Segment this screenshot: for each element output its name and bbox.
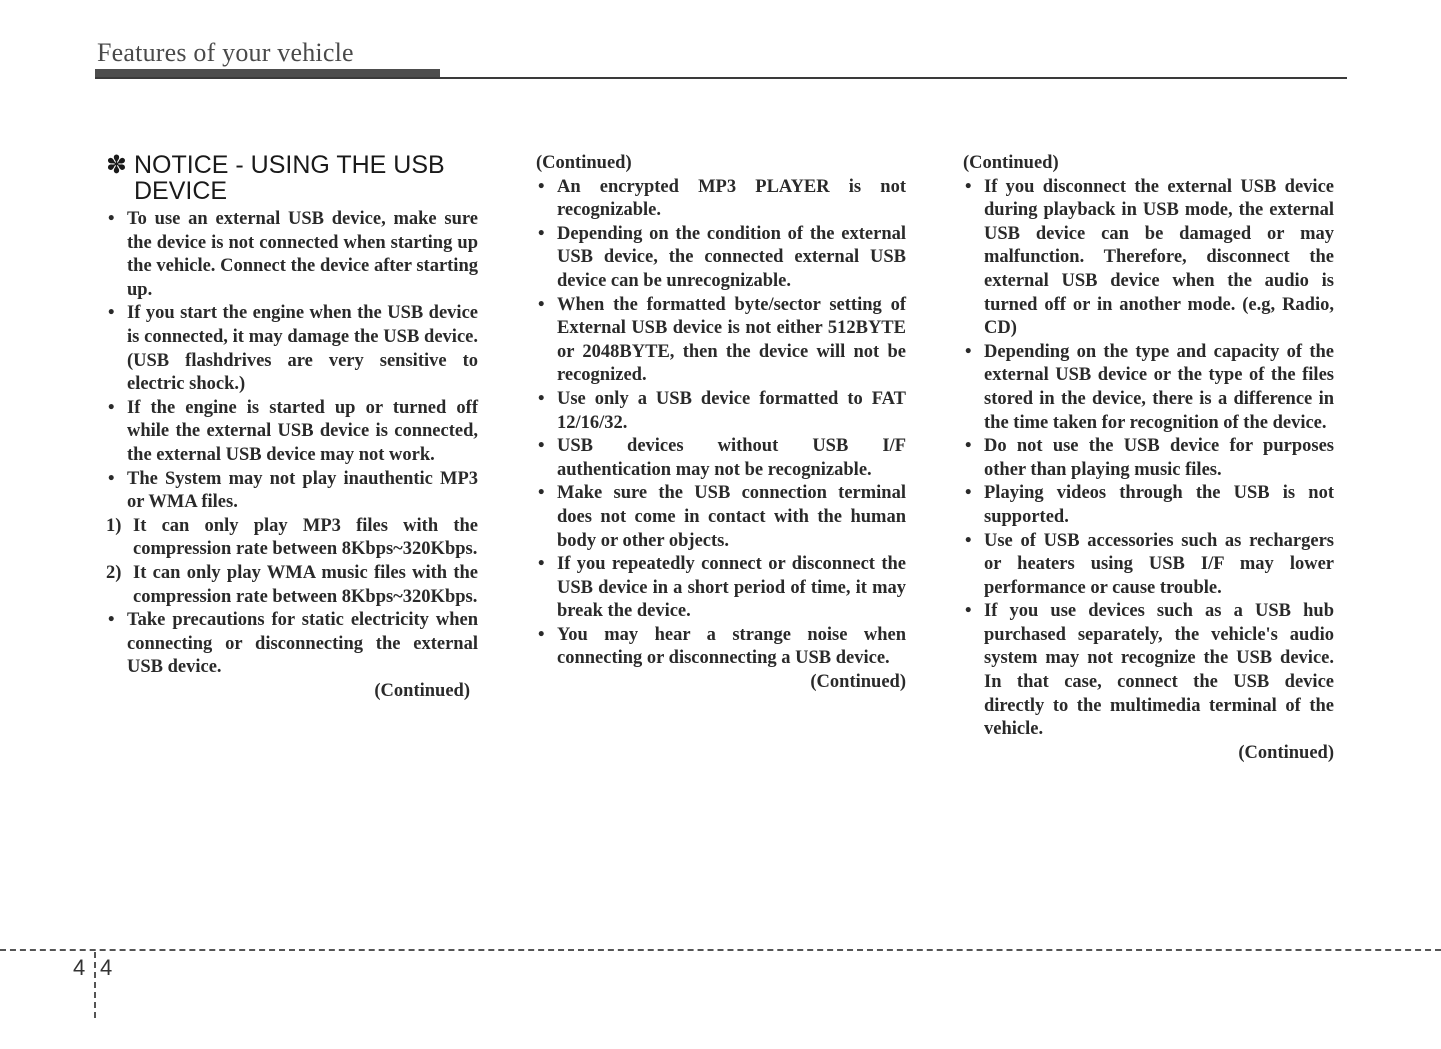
footer-vertical-dashed-rule bbox=[94, 952, 96, 1018]
list-item: • The System may not play inauthentic MP3 or WMA files. bbox=[106, 468, 478, 515]
continued-label: (Continued) bbox=[810, 672, 906, 693]
bullet-list bbox=[963, 176, 1334, 742]
list-item: • An encrypted MP3 PLAYER is not recognizable. bbox=[536, 176, 906, 223]
page-number: 4 bbox=[100, 955, 113, 980]
column-3 bbox=[963, 152, 1334, 765]
list-item: • Depending on the type and capacity of the external USB device or the type of the files stored in the device, there is a difference in the time taken for recognition of the device. bbox=[963, 341, 1334, 435]
page-header-title: Features of your vehicle bbox=[97, 38, 354, 67]
list-item: • Make sure the USB connection terminal does not come in contact with the human body or other objects. bbox=[536, 482, 906, 553]
notice-title: NOTICE - USING THE USB DEVICE bbox=[134, 151, 445, 205]
notice-star-icon: ✽ bbox=[106, 151, 127, 179]
footer-dashed-rule bbox=[0, 949, 1441, 951]
bullet-list bbox=[536, 176, 906, 671]
continued-label: (Continued) bbox=[374, 680, 470, 701]
list-item: • Take precautions for static electricity when connecting or disconnecting the external USB device. bbox=[106, 609, 478, 680]
item-number: 1) bbox=[106, 515, 122, 536]
list-item: • Depending on the condition of the external USB device, the connected external USB device can be unrecognizable. bbox=[536, 223, 906, 294]
numbered-item bbox=[106, 562, 478, 609]
bullet-list bbox=[106, 208, 478, 515]
item-text: It can only play MP3 files with the compression rate between 8Kbps~320Kbps. bbox=[133, 515, 478, 560]
list-item: • If you start the engine when the USB device is connected, it may damage the USB device. (USB flashdrives are very sensitive to electric shock.) bbox=[106, 302, 478, 396]
numbered-item bbox=[106, 515, 478, 562]
notice-heading bbox=[106, 152, 478, 204]
list-item: • If you disconnect the external USB device during playback in USB mode, the external USB device can be damaged or may malfunction. Therefore, disconnect the external USB device when the audio is turned off or in another mode. (e.g, Radio, CD) bbox=[963, 176, 1334, 341]
numbered-list bbox=[106, 515, 478, 609]
continued-label: (Continued) bbox=[963, 153, 1059, 173]
item-number: 2) bbox=[106, 562, 122, 583]
list-item: • USB devices without USB I/F authentication may not be recognizable. bbox=[536, 435, 906, 482]
list-item: • When the formatted byte/sector setting of External USB device is not either 512BYTE or 2048BYTE, then the device will not be recognized. bbox=[536, 294, 906, 388]
continued-label: (Continued) bbox=[1238, 742, 1334, 763]
list-item: • Do not use the USB device for purposes other than playing music files. bbox=[963, 435, 1334, 482]
list-item: • Playing videos through the USB is not supported. bbox=[963, 482, 1334, 529]
list-item: • To use an external USB device, make sure the device is not connected when starting up the vehicle. Connect the device after starting up. bbox=[106, 208, 478, 302]
column-1 bbox=[106, 152, 478, 703]
continued-label: (Continued) bbox=[536, 153, 632, 173]
bullet-list bbox=[106, 609, 478, 680]
item-text: It can only play WMA music files with the compression rate between 8Kbps~320Kbps. bbox=[133, 562, 478, 607]
list-item: • Use only a USB device formatted to FAT 12/16/32. bbox=[536, 388, 906, 435]
list-item: • Use of USB accessories such as rechargers or heaters using USB I/F may lower performance or cause trouble. bbox=[963, 530, 1334, 601]
list-item: • If you use devices such as a USB hub purchased separately, the vehicle's audio system may not recognize the USB device. In that case, connect the USB device directly to the multimedia terminal of the vehicle. bbox=[963, 600, 1334, 742]
header-rule bbox=[95, 77, 1347, 79]
list-item: • If you repeatedly connect or disconnect the USB device in a short period of time, it may break the device. bbox=[536, 553, 906, 624]
column-2 bbox=[536, 152, 906, 695]
list-item: • You may hear a strange noise when connecting or disconnecting a USB device. bbox=[536, 624, 906, 671]
list-item: • If the engine is started up or turned off while the external USB device is connected, the external USB device may not work. bbox=[106, 397, 478, 468]
section-number: 4 bbox=[73, 955, 86, 980]
